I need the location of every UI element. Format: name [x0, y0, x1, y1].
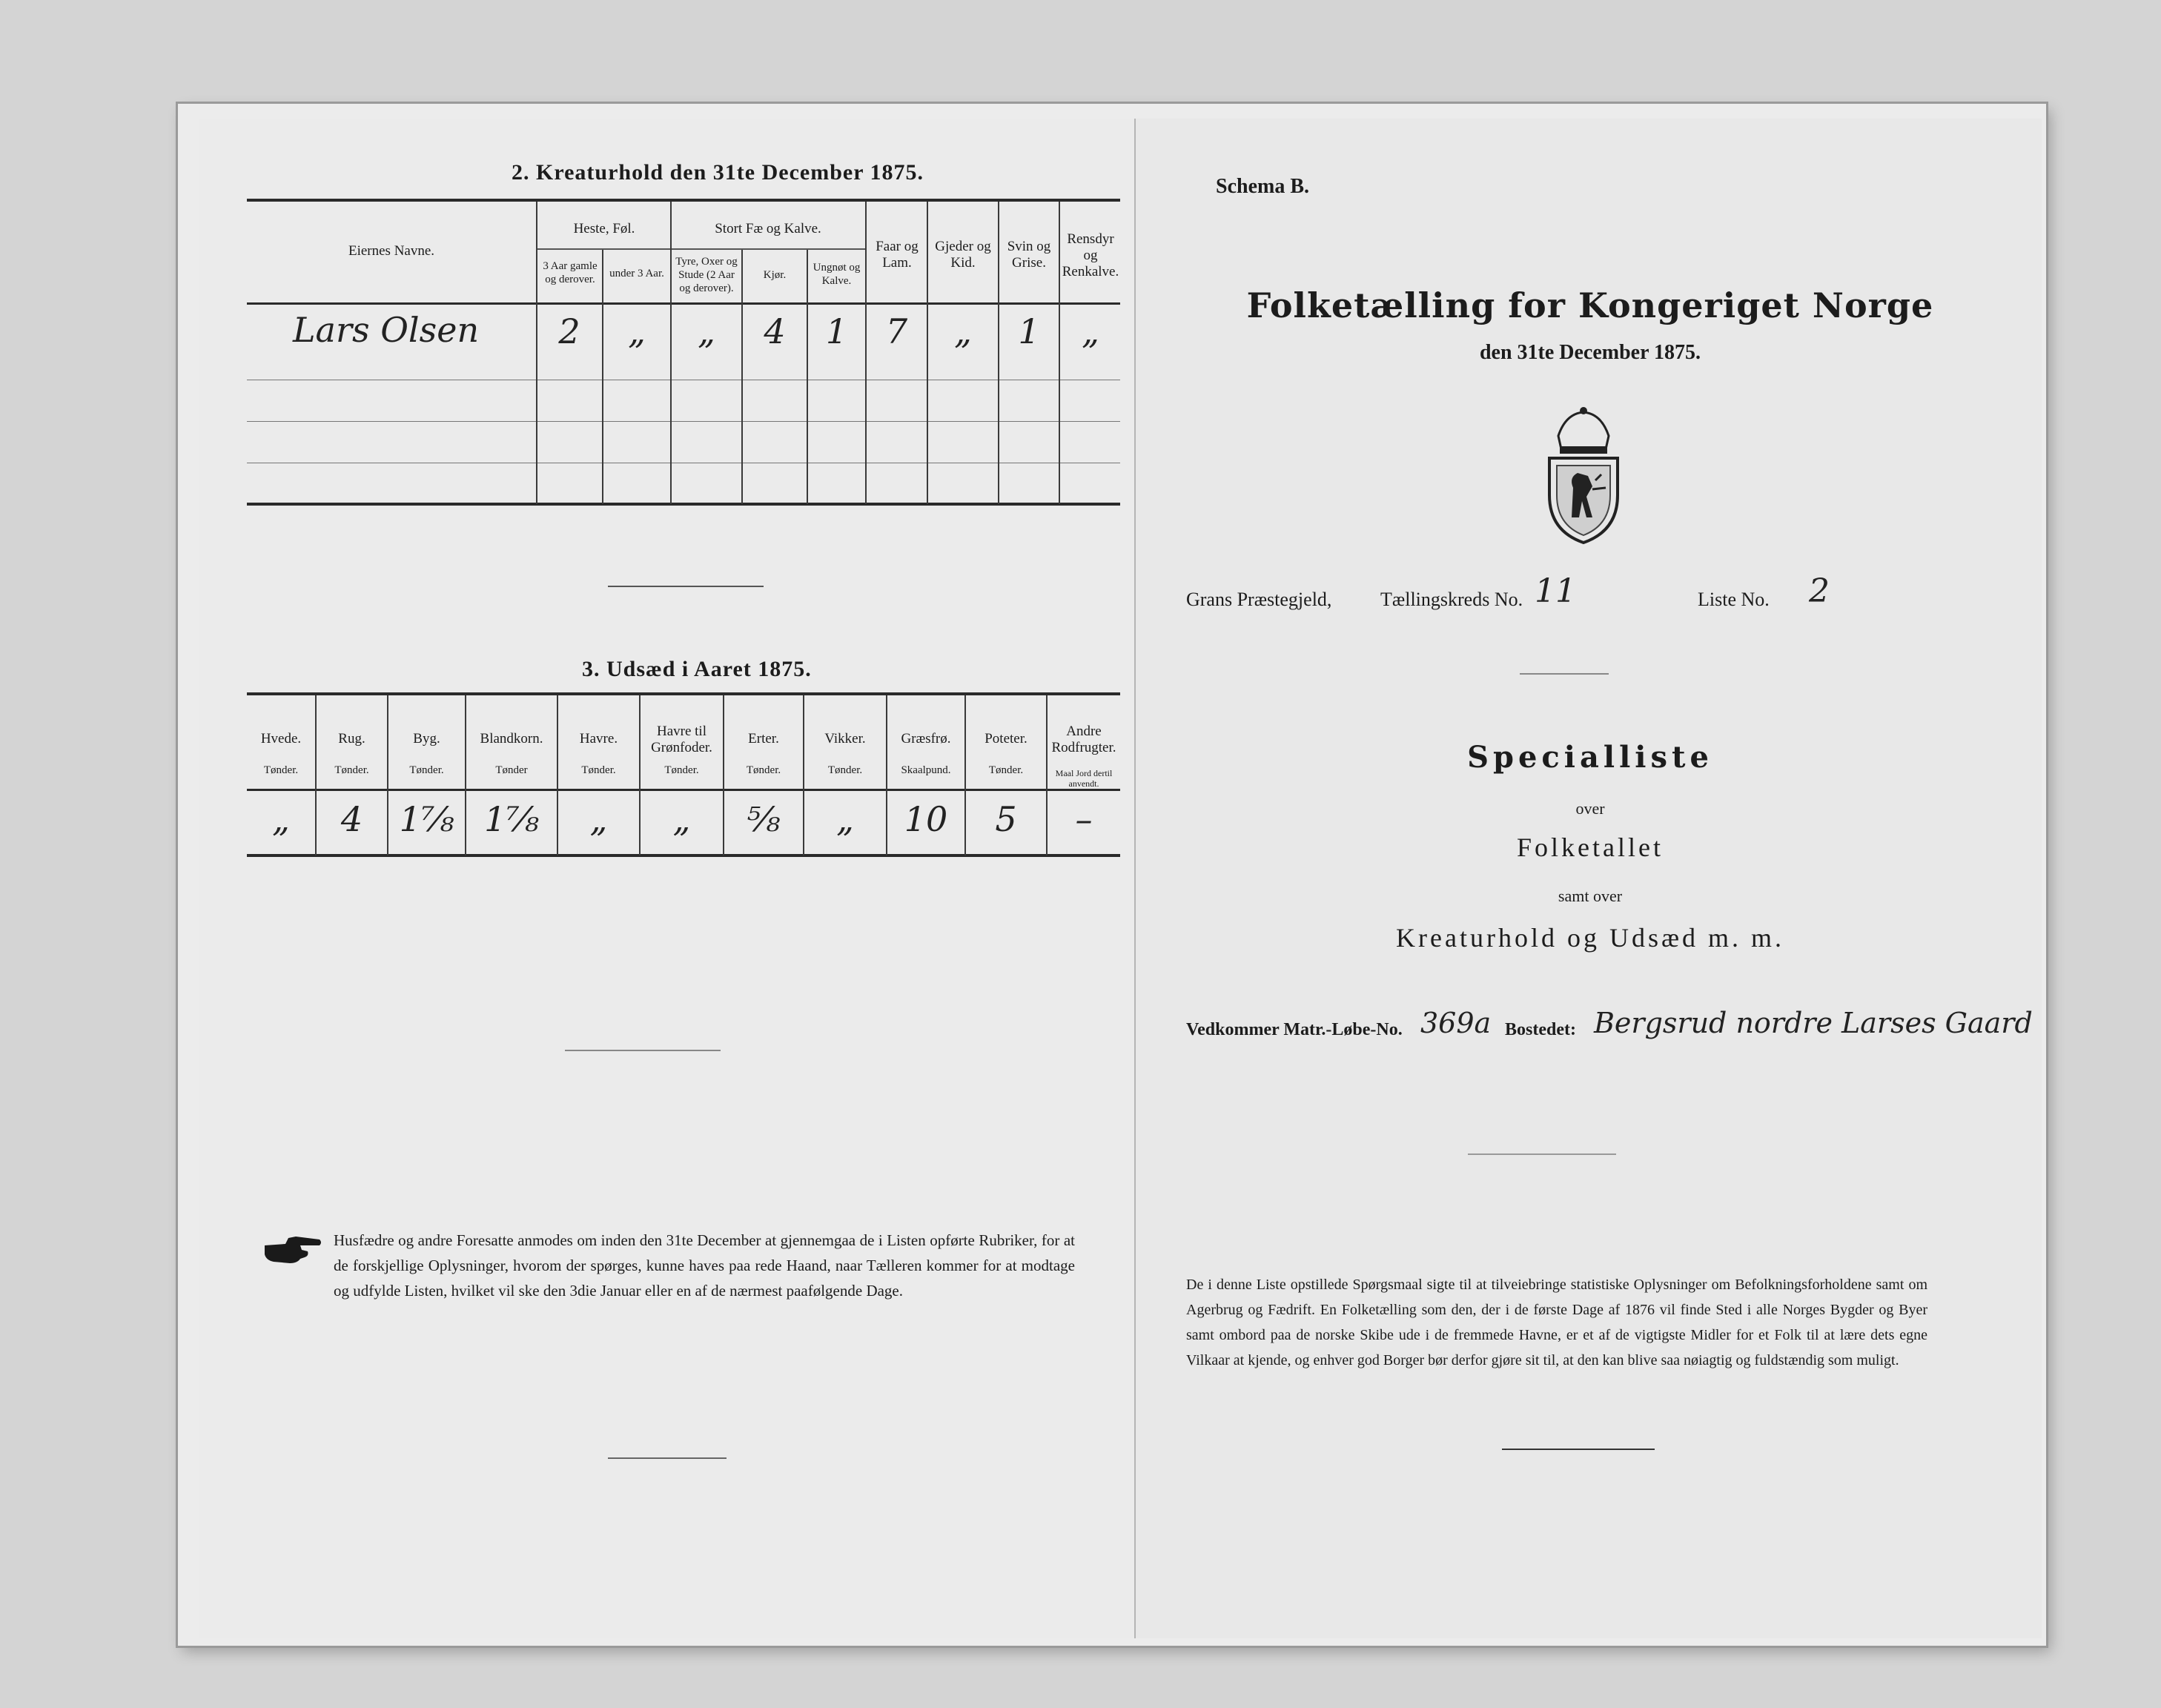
main-title: Folketælling for Kongeriget Norge — [1246, 285, 1934, 325]
val-byg: 1⅞ — [399, 799, 454, 839]
unit-andre: Maal Jord dertil anvendt. — [1055, 768, 1113, 789]
folketallet: Folketallet — [1517, 833, 1664, 862]
cell-gjeder: „ — [954, 311, 972, 351]
unit-rug: Tønder. — [334, 764, 369, 776]
kreaturhold-title: Kreaturhold og Udsæd m. m. — [1396, 923, 1784, 953]
col-blandkorn: Blandkorn. — [480, 731, 543, 747]
cell-svin: 1 — [1018, 311, 1040, 351]
cell-ungnot: 1 — [825, 311, 848, 351]
divider — [608, 586, 764, 587]
table2-sub-rule-stort — [671, 248, 865, 250]
owner-header: Eiernes Navne. — [348, 243, 435, 259]
col-andre: Andre Rodfrugter. — [1051, 724, 1116, 755]
table2-bottom-rule — [247, 503, 1120, 506]
table2-col-line — [536, 202, 537, 504]
matr-label: Vedkommer Matr.-Løbe-No. — [1186, 1020, 1403, 1039]
table2-top-rule — [247, 199, 1120, 202]
col-hvede: Hvede. — [260, 731, 302, 747]
cell-heste-under: „ — [628, 311, 646, 351]
col-heste-under: under 3 Aar. — [609, 268, 664, 279]
special-title: Specialliste — [1467, 740, 1713, 775]
unit-byg: Tønder. — [409, 764, 444, 776]
cell-tyre: „ — [698, 311, 715, 351]
val-graesfro: 10 — [904, 799, 948, 839]
col-havre: Havre. — [579, 731, 618, 747]
table3-bottom-rule — [247, 854, 1120, 857]
val-havre-gron: „ — [672, 799, 691, 839]
liste-label: Liste No. — [1698, 589, 1770, 610]
bosted-value: Bergsrud nordre Larses Gaard — [1594, 1007, 2033, 1039]
table2-sub-rule-heste — [537, 248, 671, 250]
bottom-rule — [1502, 1449, 1655, 1450]
table2-header-rule — [247, 302, 1120, 305]
col-poteter: Poteter. — [984, 731, 1027, 747]
col-heste-3aar: 3 Aar gamle og derover. — [543, 260, 598, 285]
table2-col-line — [807, 250, 808, 504]
table3-header-rule — [247, 789, 1120, 791]
section3-title: 3. Udsæd i Aaret 1875. — [582, 657, 812, 681]
val-hvede: „ — [272, 799, 290, 839]
cell-faar: 7 — [885, 311, 908, 351]
cell-heste-3aar: 2 — [558, 311, 580, 351]
unit-erter: Tønder. — [746, 764, 781, 776]
unit-havre-gron: Tønder. — [664, 764, 699, 776]
val-poteter: 5 — [995, 799, 1017, 839]
col-havre-gron: Havre til Grønfoder. — [651, 724, 712, 755]
col-graesfro: Græsfrø. — [901, 731, 951, 747]
cell-rensdyr: „ — [1082, 311, 1099, 351]
matr-value: 369a — [1420, 1007, 1492, 1039]
col-vikker: Vikker. — [824, 731, 866, 747]
unit-poteter: Tønder. — [988, 764, 1024, 776]
dash-divider — [608, 1457, 727, 1459]
stort-group-header: Stort Fæ og Kalve. — [715, 221, 821, 236]
col-ungnot: Ungnøt og Kalve. — [813, 262, 861, 287]
date-line: den 31te December 1875. — [1479, 341, 1701, 364]
cell-kjor: 4 — [764, 311, 786, 351]
pointing-hand-icon — [263, 1232, 322, 1266]
table2-row-line — [247, 421, 1120, 422]
val-rug: 4 — [340, 799, 363, 839]
col-faar: Faar og Lam. — [876, 239, 919, 271]
divider — [1520, 673, 1609, 675]
over-label: over — [1575, 799, 1605, 818]
coat-of-arms-icon — [1543, 406, 1624, 544]
col-erter: Erter. — [748, 731, 779, 747]
schema-label: Schema B. — [1216, 175, 1309, 198]
val-vikker: „ — [836, 799, 854, 839]
kreds-value: 11 — [1535, 572, 1576, 610]
section2-title: 2. Kreaturhold den 31te December 1875. — [512, 160, 924, 185]
owner-name: Lars Olsen — [293, 310, 480, 350]
col-rensdyr: Rensdyr og Renkalve. — [1062, 231, 1119, 279]
table3-top-rule — [247, 692, 1120, 695]
divider — [1468, 1153, 1616, 1155]
heste-group-header: Heste, Føl. — [573, 221, 635, 236]
col-gjeder: Gjeder og Kid. — [935, 239, 991, 271]
unit-hvede: Tønder. — [263, 764, 299, 776]
val-andre: – — [1075, 799, 1093, 839]
samt-over: samt over — [1558, 887, 1623, 905]
table2-col-line — [602, 250, 603, 504]
col-kjor: Kjør. — [763, 269, 787, 281]
liste-value: 2 — [1809, 572, 1830, 610]
kreds-label: Tællingskreds No. — [1380, 589, 1523, 610]
unit-blandkorn: Tønder — [495, 764, 528, 776]
val-havre: „ — [589, 799, 608, 839]
table2-col-line — [670, 202, 672, 504]
table2-col-line — [865, 202, 867, 504]
col-svin: Svin og Grise. — [1007, 239, 1051, 271]
unit-vikker: Tønder. — [827, 764, 863, 776]
notice-left: Husfædre og andre Foresatte anmodes om inden den 31te December at gjennemgaa de i Listen opførte Rubriker, for at de forskjellige Oplysninger, hvorom der spørges, kunne haves paa rede Haand, naar Tælleren kommer for at modtage og udfylde Listen, hvilket vil ske den 3die Januar eller en af de nærmest paafølgende Dage. — [334, 1231, 1075, 1300]
parish-prefix: Grans Præstegjeld, — [1186, 589, 1332, 610]
bosted-label: Bostedet: — [1505, 1020, 1576, 1039]
val-erter: ⅝ — [747, 799, 781, 839]
divider — [565, 1050, 721, 1051]
unit-graesfro: Skaalpund. — [901, 764, 951, 776]
unit-havre: Tønder. — [581, 764, 616, 776]
table2-col-line — [741, 250, 743, 504]
col-rug: Rug. — [338, 731, 365, 747]
col-byg: Byg. — [413, 731, 440, 747]
notice-right: De i denne Liste opstillede Spørgsmaal sigte til at tilveiebringe statistiske Oplysninger om Befolkningsforholdene samt om Agerbrug og Fædrift. En Folketælling som den, der i de første Dage af 1876 vil finde Sted i alle Norges Bygder og Byer samt ombord paa de norske Skibe ude i de fremmede Havne, er et af de vigtigste Midler for et Folk til at lære dets egne Vilkaar at kjende, og enhver god Borger bør derfor gjøre sit til, at den kan blive saa nøiagtig og fuldstændig som muligt. — [1186, 1277, 1927, 1368]
col-tyre: Tyre, Oxer og Stude (2 Aar og derover). — [675, 256, 738, 294]
val-blandkorn: 1⅞ — [484, 799, 539, 839]
